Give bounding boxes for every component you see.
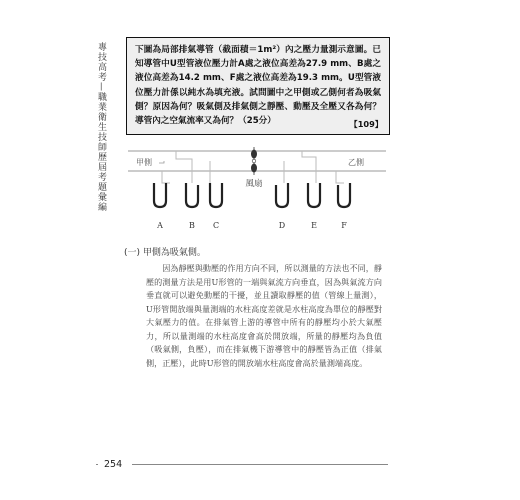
u-tube-f bbox=[336, 171, 350, 207]
question-text: 下圖為局部排氣導管（截面積＝1m²）內之壓力量測示意圖。已知導管中U型管液位壓力計A處之液位高差為27.9 mm、B處之液位高差為14.2 mm、F處之液位高差為19.3 mm。U型管液位壓力計係以純水為填充液。試問圖中之甲側或乙側何者為吸氣側？原因為何？吸氣側及排氣側之靜壓、動壓及全壓又各為何？導管內之空氣流率又為何？（25分） bbox=[135, 45, 381, 127]
u-tube-c bbox=[210, 161, 222, 207]
tube-label-a: A bbox=[157, 221, 163, 230]
page-number: 254 bbox=[104, 459, 123, 470]
u-tube-d bbox=[276, 161, 288, 207]
fan-label: 風扇 bbox=[245, 179, 263, 189]
question-year-ref: 【109】 bbox=[349, 119, 383, 129]
u-tube-a bbox=[154, 161, 170, 207]
tube-label-e: E bbox=[311, 221, 317, 230]
u-tube-b bbox=[176, 151, 198, 207]
tube-label-d: D bbox=[278, 221, 286, 230]
right-side-label: 乙側 bbox=[348, 158, 364, 167]
question-box bbox=[126, 37, 390, 135]
footer-rule bbox=[96, 464, 388, 465]
tube-label-f: F bbox=[341, 221, 347, 230]
tube-label-b: B bbox=[189, 221, 195, 230]
u-tube-e bbox=[302, 151, 320, 207]
fan-icon bbox=[251, 147, 257, 175]
answer-paragraph: 因為靜壓與動壓的作用方向不同，所以測量的方法也不同，靜壓的測量方法是用U形管的一端與氣流方向垂直，因為與氣流方向垂直就可以避免動壓的干擾，並且讀取靜壓的值（管線上量測），U形管開放端與量測端的水柱高度差就是水柱高度為單位的靜壓對大氣壓力的值。在排氣管上游的導管中所有的靜壓均小於大氣壓力，所以量測端的水柱高度會高於開放端，所量的靜壓均為負值（吸氣側，負壓），而在排氣機下游導管中的靜壓皆為正值（排氣側，正壓），此時U形管的開放端水柱高度會高於量測端高度。 bbox=[146, 263, 382, 368]
answer-heading: (一) 甲側為吸氣側。 bbox=[124, 248, 206, 258]
running-header-vertical: 專技高考—職業衛生技師歷屆考題彙編 bbox=[96, 42, 106, 212]
duct-pressure-diagram bbox=[126, 143, 388, 233]
left-side-label: 甲側 bbox=[136, 158, 152, 167]
tube-label-c: C bbox=[212, 221, 220, 230]
